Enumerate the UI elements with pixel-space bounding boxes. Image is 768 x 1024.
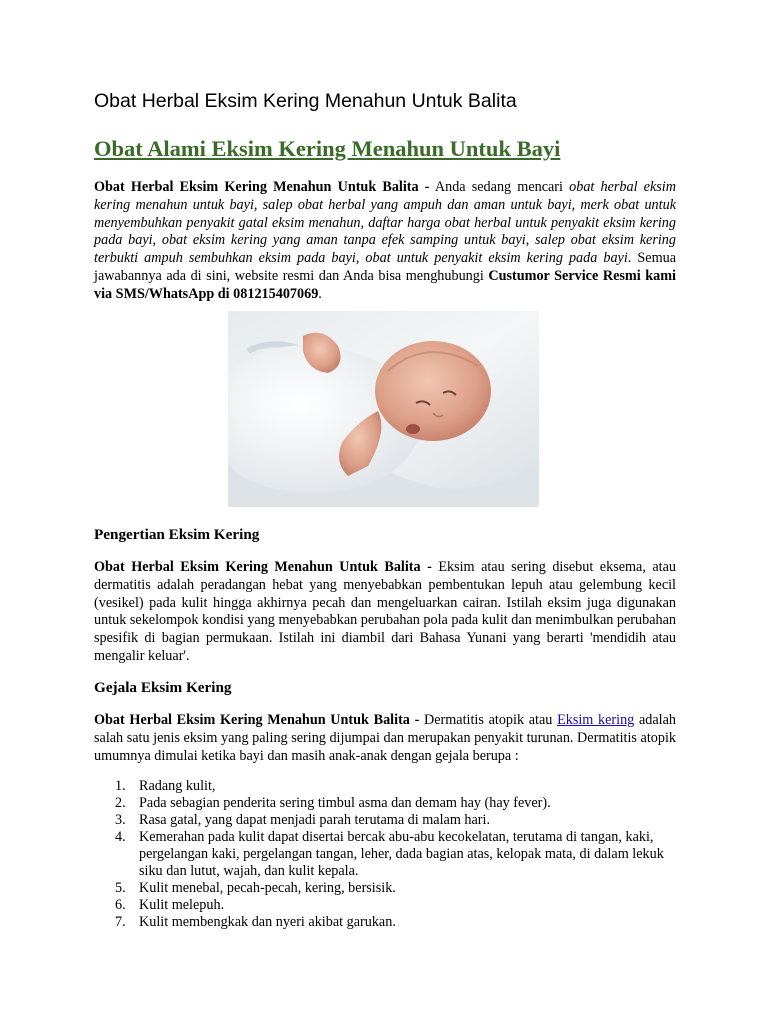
baby-photo-icon (228, 311, 539, 507)
list-number: 3. (115, 812, 126, 828)
document-title: Obat Herbal Eksim Kering Menahun Untuk Balita (94, 90, 517, 112)
symptoms-lead: Obat Herbal Eksim Kering Menahun Untuk Balita - (94, 712, 420, 728)
list-text: Kulit melepuh. (139, 897, 225, 913)
list-item (94, 778, 676, 795)
list-item (94, 829, 676, 880)
definition-lead: Obat Herbal Eksim Kering Menahun Untuk Balita - (94, 559, 432, 575)
list-item (94, 914, 676, 931)
baby-photo (228, 311, 539, 507)
list-number: 7. (115, 914, 126, 930)
list-text: Radang kulit, (139, 778, 216, 794)
eksim-kering-link[interactable]: Eksim kering (557, 712, 635, 728)
symptoms-list (94, 778, 676, 931)
list-text: Kemerahan pada kulit dapat disertai bercak abu-abu kecokelatan, terutama di tangan, kaki, pergelangan kaki, pergelangan tangan, leher, dada bagian atas, kelopak mata, di dalam lekuk siku dan lutut, wajah, dan kulit kepala. (139, 829, 664, 879)
list-text: Rasa gatal, yang dapat menjadi parah terutama di malam hari. (139, 812, 491, 828)
intro-lead: Obat Herbal Eksim Kering Menahun Untuk Balita - (94, 179, 430, 195)
definition-text: Eksim atau sering disebut eksema, atau dermatitis adalah peradangan hebat yang menyebabkan pembentukan lepuh atau gelembung kecil (vesikel) pada kulit hingga akhirnya pecah dan mengeluarkan cairan. Istilah eksim juga digunakan untuk sekelompok kondisi yang menyebabkan perubahan pola pada kulit dan menimbulkan perubahan spesifik di bagian permukaan. Istilah ini diambil dari Bahasa Yunani yang berarti 'mendidih atau mengalir keluar'. (94, 559, 676, 664)
list-text: Pada sebagian penderita sering timbul asma dan demam hay (hay fever). (139, 795, 551, 811)
intro-end: . (318, 285, 322, 302)
list-item (94, 897, 676, 914)
intro-text-2: . Semua jawabannya ada di sini, website resmi dan Anda bisa menghubungi (94, 250, 676, 284)
intro-text-1: Anda sedang mencari (429, 179, 570, 195)
article-subtitle: Obat Alami Eksim Kering Menahun Untuk Bayi (94, 136, 561, 161)
section-heading-definition: Pengertian Eksim Kering (94, 526, 260, 543)
definition-paragraph (94, 559, 676, 666)
list-number: 1. (115, 778, 126, 794)
symptoms-paragraph (94, 712, 676, 765)
section-heading-symptoms: Gejala Eksim Kering (94, 679, 232, 696)
intro-keywords: obat herbal eksim kering menahun untuk bayi, salep obat herbal yang ampuh dan aman untuk bayi, merk obat untuk menyembuhkan penyakit gatal eksim menahun, daftar harga obat herbal untuk penyakit eksim kering pada bayi, obat eksim kering yang aman tanpa efek samping untuk bayi, salep obat eksim kering terbukti ampuh sembuhkan eksim pada bayi, obat untuk penyakit eksim kering pada bayi (94, 179, 676, 267)
list-text: Kulit menebal, pecah-pecah, kering, bersisik. (139, 880, 396, 896)
list-number: 6. (115, 897, 126, 913)
list-item (94, 795, 676, 812)
list-number: 5. (115, 880, 126, 896)
list-text: Kulit membengkak dan nyeri akibat garukan. (139, 914, 396, 930)
list-item (94, 812, 676, 829)
list-number: 4. (115, 829, 126, 845)
list-item (94, 880, 676, 897)
symptoms-text-1: Dermatitis atopik atau (419, 712, 558, 728)
contact-info: Custumor Service Resmi kami via SMS/WhatsApp di 081215407069 (94, 267, 676, 302)
list-number: 2. (115, 795, 126, 811)
symptoms-text-2: adalah salah satu jenis eksim yang paling sering dijumpai dan merupakan penyakit turunan. Dermatitis atopik umumnya dimulai ketika bayi dan masih anak-anak dengan gejala berupa : (94, 712, 676, 764)
intro-paragraph (94, 179, 676, 304)
